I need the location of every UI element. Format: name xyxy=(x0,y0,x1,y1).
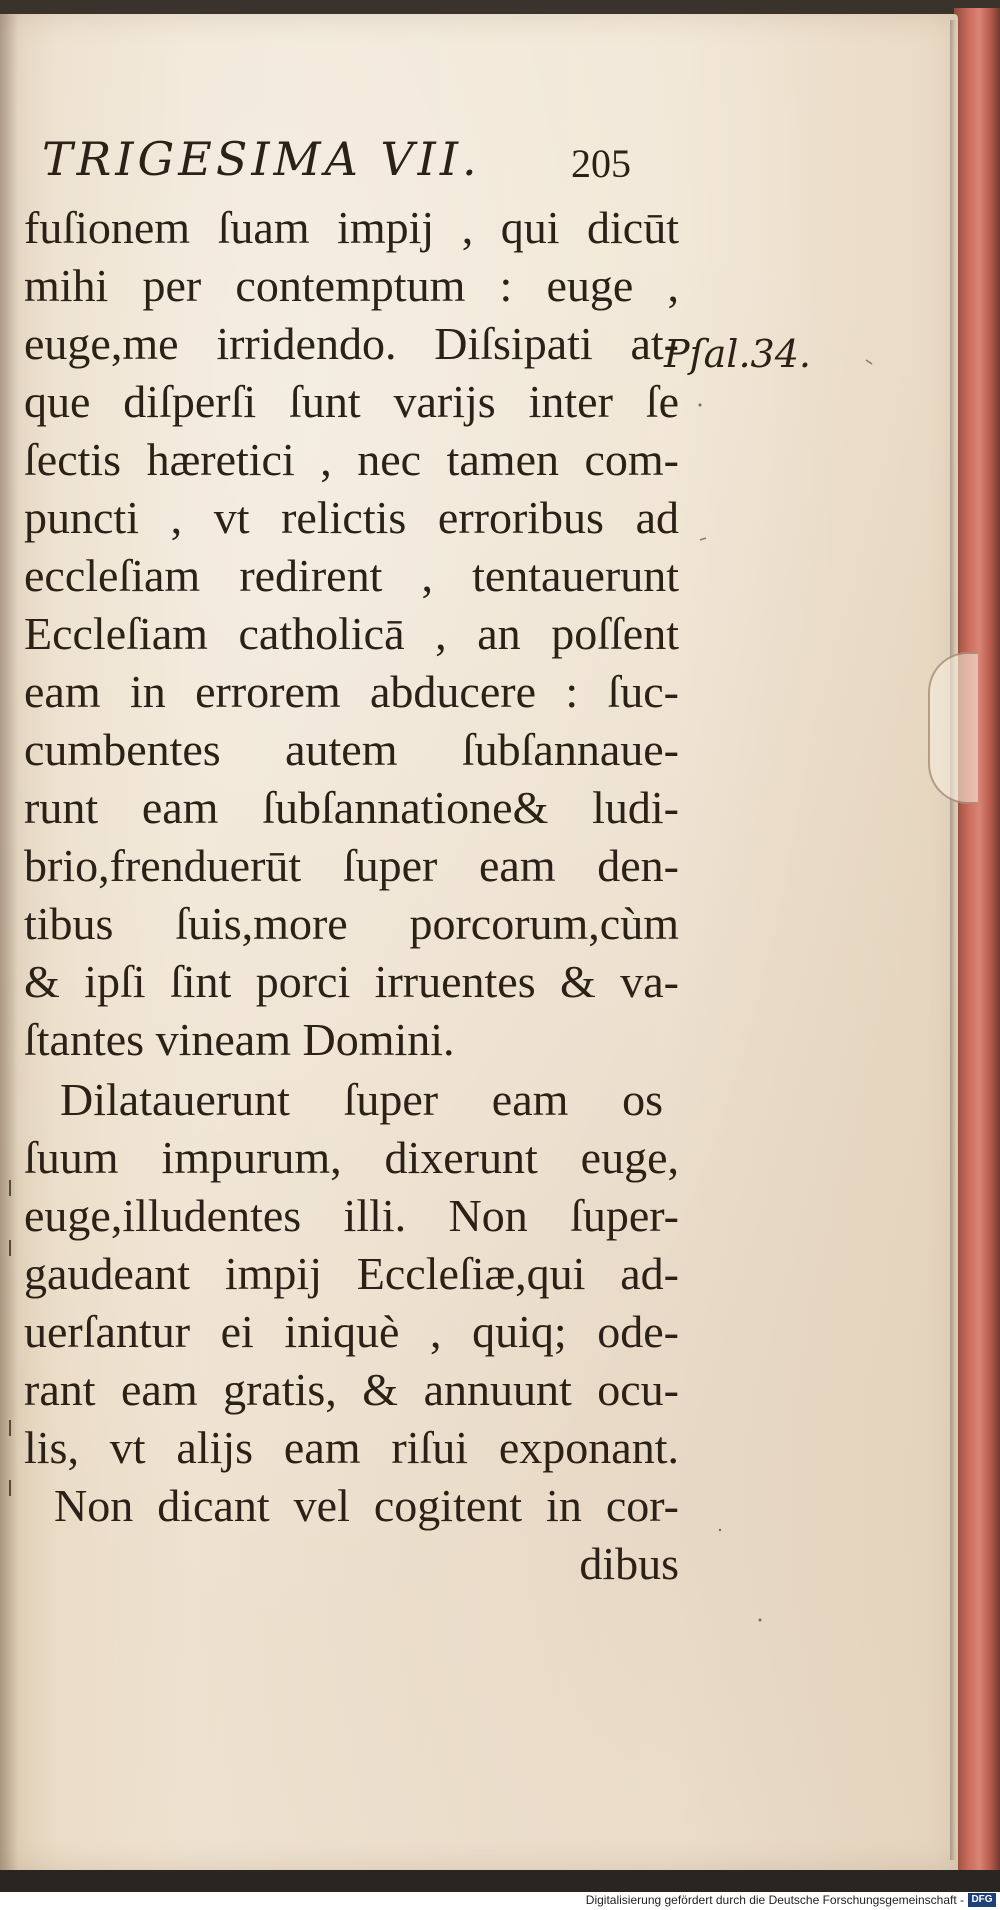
text-line: Non dicant vel cogitent in cor- xyxy=(54,1480,679,1531)
text-line: ſuum impurum, dixerunt euge, xyxy=(24,1132,679,1183)
dfg-logo: DFG xyxy=(968,1893,996,1907)
running-title: TRIGESIMA VII. xyxy=(42,132,481,186)
text-line: brio,frenduerūt ſuper eam den- xyxy=(24,840,679,891)
text-line: & ipſi ſint porci irruentes & va- xyxy=(24,956,679,1007)
footer-credit: Digitalisierung gefördert durch die Deutsche Forschungsgemeinschaft - xyxy=(585,1893,964,1907)
catchword: dibus xyxy=(579,1538,679,1589)
text-line: lis, vt alijs eam riſui exponant. xyxy=(24,1422,679,1473)
page-number: 205 xyxy=(571,141,631,186)
text-line: euge,illudentes illi. Non ſuper- xyxy=(24,1190,679,1241)
text-line: puncti , vt relictis erroribus ad xyxy=(24,492,679,543)
text-line: ſectis hæretici , nec tamen com- xyxy=(24,434,679,485)
text-line: eam in errorem abducere : ſuc- xyxy=(24,666,679,717)
text-line: runt eam ſubſannatione& ludi- xyxy=(24,782,679,833)
text-line: rant eam gratis, & annuunt ocu- xyxy=(24,1364,679,1415)
text-line: uerſantur ei iniquè , quiq; ode- xyxy=(24,1306,679,1357)
text-line: euge,me irridendo. Diſsipati at- xyxy=(24,318,679,369)
text-line: que diſperſi ſunt varijs inter ſe xyxy=(24,376,679,427)
text-line: Dilatauerunt ſuper eam os xyxy=(60,1074,663,1125)
text-line: tibus ſuis,more porcorum,cùm xyxy=(24,898,679,949)
marginal-note: Pſal.34. xyxy=(664,332,811,376)
text-line: ſtantes vineam Domini. xyxy=(24,1014,455,1065)
text-line: Eccleſiam catholicā , an poſſent xyxy=(24,608,679,659)
text-line: mihi per contemptum : euge , xyxy=(24,260,679,311)
text-line: fuſionem ſuam impij , qui dicūt xyxy=(24,202,679,253)
text-line: cumbentes autem ſubſannaue- xyxy=(24,724,679,775)
text-line: gaudeant impij Eccleſiæ,qui ad- xyxy=(24,1248,679,1299)
text-line: eccleſiam redirent , tentauerunt xyxy=(24,550,679,601)
